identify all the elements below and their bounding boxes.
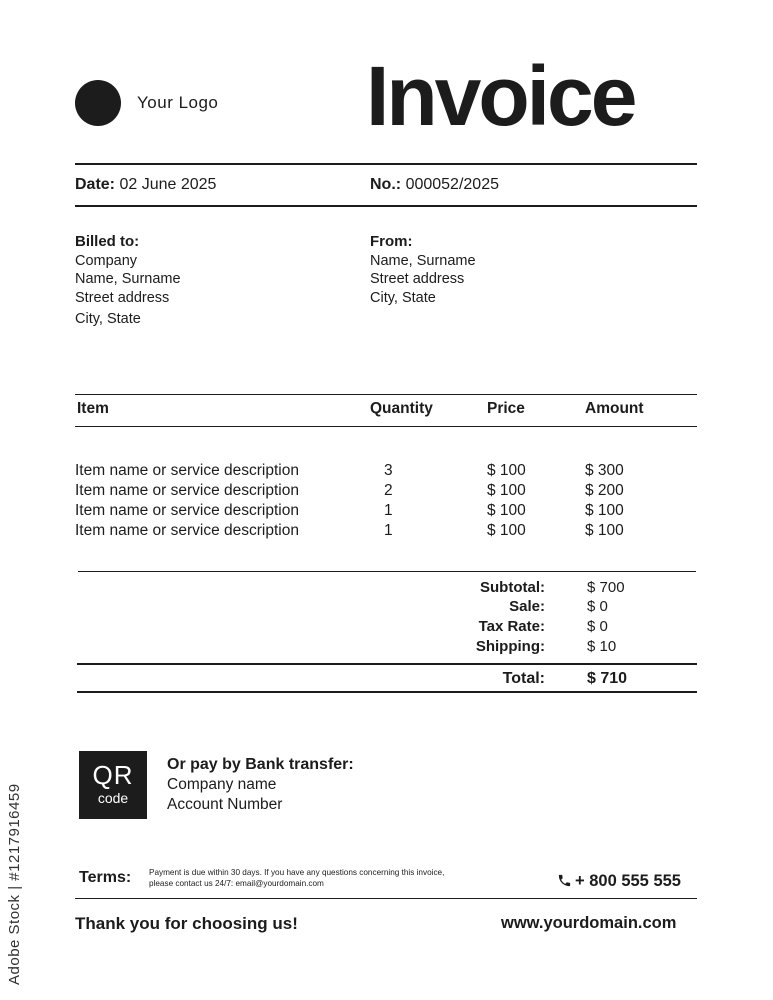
- invoice-date: [75, 176, 216, 194]
- phone-text: + 800 555 555: [575, 872, 681, 890]
- terms-line: Payment is due within 30 days. If you have any questions concerning this invoice,: [149, 868, 445, 877]
- shipping-value: $ 10: [587, 638, 617, 655]
- column-header-item: Item: [77, 400, 109, 417]
- subtotal-value: $ 700: [587, 579, 625, 596]
- row-price: $ 100: [487, 462, 526, 479]
- phone-icon: [557, 873, 572, 888]
- date-value: 02 June 2025: [119, 176, 217, 193]
- row-price: $ 100: [487, 522, 526, 539]
- row-amount: $ 200: [585, 482, 624, 499]
- footer-rule: [75, 898, 697, 899]
- row-amount: $ 100: [585, 502, 624, 519]
- row-item: Item name or service description: [75, 502, 299, 519]
- row-amount: $ 100: [585, 522, 624, 539]
- invoice-number: [370, 176, 499, 194]
- row-amount: $ 300: [585, 462, 624, 479]
- row-quantity: 1: [384, 522, 393, 539]
- terms-line: please contact us 24/7: email@yourdomain.com: [149, 879, 324, 888]
- row-item: Item name or service description: [75, 522, 299, 539]
- divider-top: [75, 163, 697, 165]
- website-link[interactable]: www.yourdomain.com: [501, 914, 677, 932]
- table-bottom-rule: [78, 571, 696, 572]
- stock-watermark: Adobe Stock | #1217916459: [6, 783, 23, 985]
- from-heading: From:: [370, 233, 413, 250]
- total-label: Total:: [502, 670, 545, 687]
- table-header-bottom-rule: [75, 426, 697, 427]
- billed-to-line: Street address: [75, 289, 170, 306]
- total-top-rule: [77, 663, 697, 665]
- billed-to-line: City, State: [75, 311, 141, 327]
- divider-meta: [75, 205, 697, 207]
- bank-company-name: Company name: [167, 776, 277, 793]
- logo-text: Your Logo: [137, 93, 219, 112]
- row-quantity: 2: [384, 482, 393, 499]
- phone-number[interactable]: [557, 872, 681, 891]
- table-header-top-rule: [75, 394, 697, 395]
- table-row: [0, 522, 773, 542]
- tax-rate-value: $ 0: [587, 618, 608, 635]
- billed-to-line: Company: [75, 252, 138, 269]
- total-value: $ 710: [587, 670, 628, 687]
- tax-rate-label: Tax Rate:: [478, 618, 545, 635]
- row-quantity: 3: [384, 462, 393, 479]
- from-line: Street address: [370, 271, 465, 287]
- shipping-label: Shipping:: [475, 638, 545, 655]
- qr-title: QR: [92, 760, 134, 790]
- row-item: Item name or service description: [75, 482, 299, 499]
- billed-to-heading: Billed to:: [75, 233, 140, 250]
- column-header-price: Price: [487, 400, 525, 417]
- subtotal-label: Subtotal:: [480, 579, 545, 596]
- number-value: 000052/2025: [405, 176, 499, 193]
- table-row: [0, 482, 773, 502]
- from-line: Name, Surname: [370, 252, 476, 269]
- sale-value: $ 0: [587, 598, 608, 615]
- row-quantity: 1: [384, 502, 393, 519]
- row-item: Item name or service description: [75, 462, 299, 479]
- number-label: No.:: [370, 176, 402, 193]
- sale-label: Sale:: [509, 598, 545, 615]
- invoice-title: Invoice: [366, 49, 635, 143]
- qr-code[interactable]: [79, 751, 147, 819]
- terms-label: Terms:: [79, 869, 132, 886]
- row-price: $ 100: [487, 482, 526, 499]
- date-label: Date:: [75, 176, 116, 193]
- column-header-amount: Amount: [585, 400, 644, 417]
- terms-text: [149, 867, 509, 889]
- bank-transfer-title: Or pay by Bank transfer:: [167, 756, 354, 773]
- table-row: [0, 462, 773, 482]
- thank-you-text: Thank you for choosing us!: [75, 914, 298, 933]
- bank-account-number: Account Number: [167, 796, 283, 813]
- billed-to-line: Name, Surname: [75, 271, 181, 287]
- total-bottom-rule: [77, 691, 697, 693]
- column-header-quantity: Quantity: [370, 400, 433, 417]
- from-block: [370, 233, 476, 307]
- billed-to-block: [75, 233, 181, 329]
- qr-subtitle: code: [97, 790, 129, 806]
- logo-circle: [75, 80, 121, 126]
- table-row: [0, 502, 773, 522]
- from-line: City, State: [370, 289, 436, 306]
- row-price: $ 100: [487, 502, 526, 519]
